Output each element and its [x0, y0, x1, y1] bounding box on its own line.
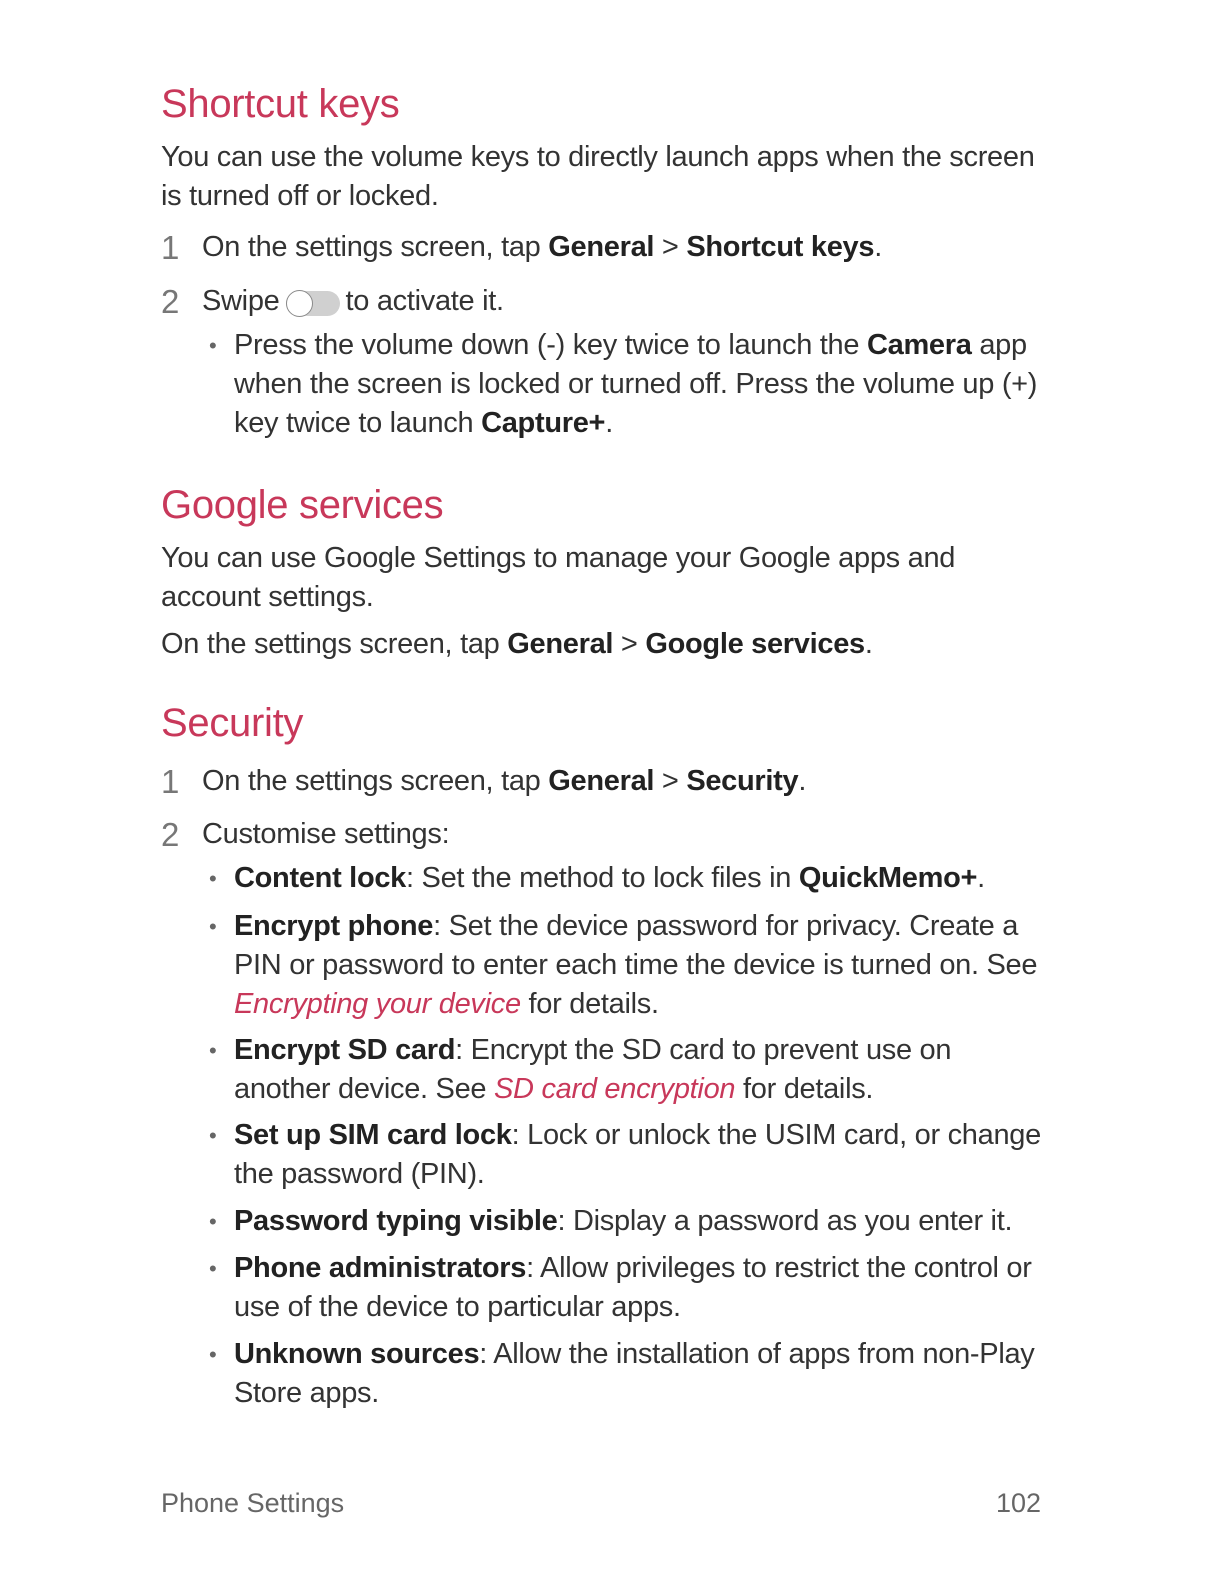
bullet-icon: • — [209, 1038, 217, 1063]
bullet-icon: • — [209, 1342, 217, 1367]
step-number: 2 — [161, 816, 180, 853]
step-text: On the settings screen, tap General > Shortcut keys. — [202, 231, 882, 263]
google-intro: You can use Google Settings to manage your Google apps and account settings. — [161, 542, 956, 613]
link-sd-card-encryption[interactable]: SD card encryption — [494, 1073, 736, 1105]
bullet-text: Set up SIM card lock: Lock or unlock the USIM card, or change the password (PIN). — [234, 1119, 1041, 1190]
bullet-icon: • — [209, 1209, 217, 1234]
bullet-icon: • — [209, 866, 217, 891]
step-text: On the settings screen, tap General > Security. — [202, 765, 807, 797]
section-title-shortcut-keys: Shortcut keys — [161, 82, 400, 126]
bullet-text: Encrypt phone: Set the device password for privacy. Create a PIN or password to enter each time the device is turned on. See Encrypting your device for details. — [234, 910, 1038, 1020]
shortcut-intro: You can use the volume keys to directly launch apps when the screen is turned off or locked. — [161, 141, 1035, 212]
footer-page-number: 102 — [996, 1488, 1042, 1518]
step-text: Swipe to activate it. — [202, 285, 504, 317]
bullet-text: Content lock: Set the method to lock files in QuickMemo+. — [234, 862, 985, 894]
section-title-security: Security — [161, 701, 304, 745]
bullet-text: Phone administrators: Allow privileges to restrict the control or use of the device to particular apps. — [234, 1252, 1032, 1323]
bullet-icon: • — [209, 333, 217, 358]
bullet-text: Password typing visible: Display a password as you enter it. — [234, 1205, 1013, 1237]
link-encrypting-your-device[interactable]: Encrypting your device — [234, 988, 521, 1020]
google-instruction: On the settings screen, tap General > Google services. — [161, 628, 873, 660]
bullet-text: Encrypt SD card: Encrypt the SD card to prevent use on another device. See SD card encryption for details. — [234, 1034, 952, 1105]
step-number: 2 — [161, 283, 180, 320]
bullet-icon: • — [209, 1256, 217, 1281]
step-number: 1 — [161, 763, 180, 800]
bullet-icon: • — [209, 914, 217, 939]
bullet-text: Unknown sources: Allow the installation of apps from non-Play Store apps. — [234, 1338, 1035, 1409]
toggle-switch-icon — [286, 291, 340, 316]
bullet-text: Press the volume down (-) key twice to launch the Camera app when the screen is locked or turned off. Press the volume up (+) key twice to launch Capture+. — [234, 329, 1038, 439]
section-title-google-services: Google services — [161, 483, 444, 527]
footer-section-name: Phone Settings — [161, 1488, 345, 1518]
bullet-icon: • — [209, 1123, 217, 1148]
step-text: Customise settings: — [202, 818, 450, 850]
step-number: 1 — [161, 229, 180, 266]
